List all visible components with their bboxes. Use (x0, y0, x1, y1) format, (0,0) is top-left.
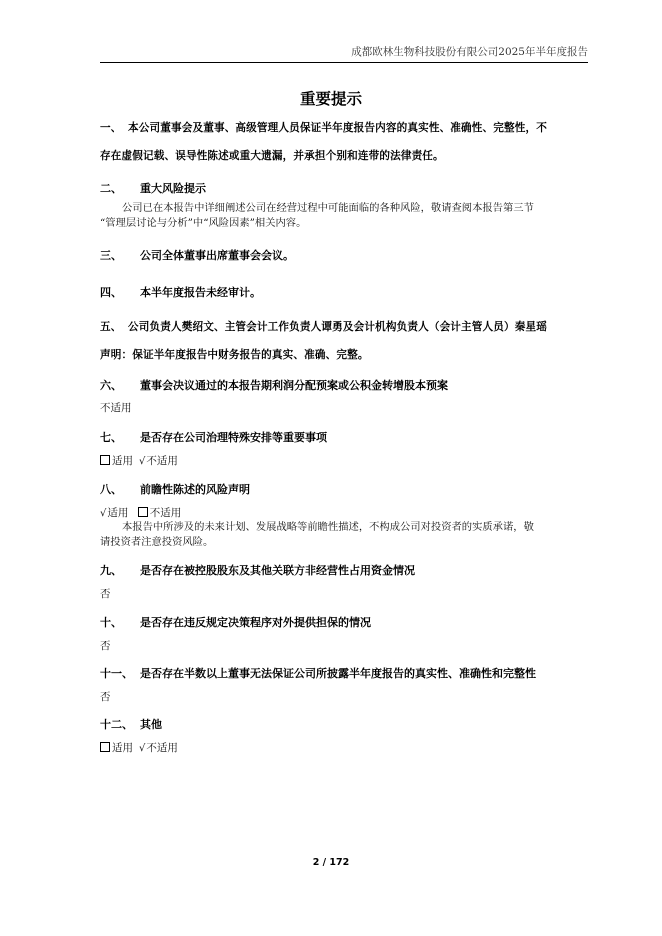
section-number: 九、 (100, 564, 122, 577)
option-not-applicable: 不适用 (149, 507, 182, 519)
section-heading: 本半年度报告未经审计。 (140, 286, 261, 299)
section-number: 一、 (100, 122, 122, 134)
section-2 (100, 180, 590, 231)
section-9 (100, 562, 590, 601)
section-1 (100, 114, 590, 170)
section-heading: 重大风险提示 (140, 182, 206, 195)
section-number: 四、 (100, 286, 122, 299)
section-answer: 不适用 (100, 402, 132, 414)
section-number: 五、 (100, 321, 122, 333)
paragraph-line: 请投资者注意投资风险。 (100, 536, 214, 548)
option-not-applicable: 不适用 (146, 455, 178, 467)
section-answer: 否 (100, 640, 111, 652)
section-12 (100, 716, 590, 755)
option-applicable: 适用 (107, 507, 129, 519)
section-number: 十、 (100, 616, 122, 629)
header-rule (100, 62, 588, 63)
empty-checkbox-icon (138, 507, 148, 517)
section-number: 十二、 (100, 718, 133, 731)
section-10 (100, 614, 590, 653)
paragraph-line: “管理层讨论与分析”中“风险因素”相关内容。 (100, 217, 307, 229)
option-applicable: 适用 (112, 742, 133, 754)
applicability-options (100, 740, 590, 755)
section-text-line: 声明：保证半年度报告中财务报告的真实、准确、完整。 (100, 349, 369, 361)
section-heading: 是否存在违反规定决策程序对外提供担保的情况 (140, 616, 371, 629)
section-text-line: 公司负责人樊绍文、主管会计工作负责人谭勇及会计机构负责人（会计主管人员）秦星瑶 (128, 321, 548, 333)
paragraph-line: 本报告中所涉及的未来计划、发展战略等前瞻性描述，不构成公司对投资者的实质承诺，敬 (122, 521, 534, 533)
section-8 (100, 481, 590, 550)
section-number: 六、 (100, 379, 122, 392)
section-heading: 董事会决议通过的本报告期利润分配预案或公积金转增股本预案 (140, 379, 448, 392)
section-text-line: 存在虚假记载、误导性陈述或重大遗漏，并承担个别和连带的法律责任。 (100, 150, 444, 162)
checkmark-icon: √ (100, 508, 107, 519)
empty-checkbox-icon (100, 742, 110, 752)
section-number: 二、 (100, 182, 122, 195)
section-3 (100, 247, 590, 263)
running-header: 成都欧林生物科技股份有限公司2025年半年度报告 (351, 46, 588, 58)
section-heading: 是否存在被控股股东及其他关联方非经营性占用资金情况 (140, 564, 415, 577)
section-text-line: 本公司董事会及董事、高级管理人员保证半年度报告内容的真实性、准确性、完整性，不 (128, 122, 548, 134)
section-heading: 其他 (140, 718, 162, 731)
section-4 (100, 284, 590, 300)
section-6 (100, 377, 590, 415)
option-applicable: 适用 (112, 455, 133, 467)
section-number: 八、 (100, 483, 122, 496)
applicability-options (100, 453, 590, 468)
section-7 (100, 429, 590, 468)
section-heading: 前瞻性陈述的风险声明 (140, 483, 250, 496)
section-heading: 公司全体董事出席董事会会议。 (140, 249, 294, 262)
checkmark-icon: √ (139, 743, 146, 754)
section-number: 三、 (100, 249, 122, 262)
page-number: 2 / 172 (312, 857, 350, 868)
section-heading: 是否存在公司治理特殊安排等重要事项 (140, 431, 327, 444)
option-not-applicable: 不适用 (146, 742, 178, 754)
section-heading: 是否存在半数以上董事无法保证公司所披露半年度报告的真实性、准确性和完整性 (140, 667, 536, 680)
section-answer: 否 (100, 588, 111, 600)
checkmark-icon: √ (139, 456, 146, 467)
section-number: 七、 (100, 431, 122, 444)
section-11 (100, 665, 590, 704)
paragraph-line: 公司已在本报告中详细阐述公司在经营过程中可能面临的各种风险，敬请查阅本报告第三节 (122, 202, 534, 214)
page-title: 重要提示 (299, 90, 362, 108)
empty-checkbox-icon (100, 455, 110, 465)
applicability-options (100, 505, 590, 520)
section-number: 十一、 (100, 667, 133, 680)
section-5 (100, 313, 590, 369)
section-answer: 否 (100, 691, 111, 703)
